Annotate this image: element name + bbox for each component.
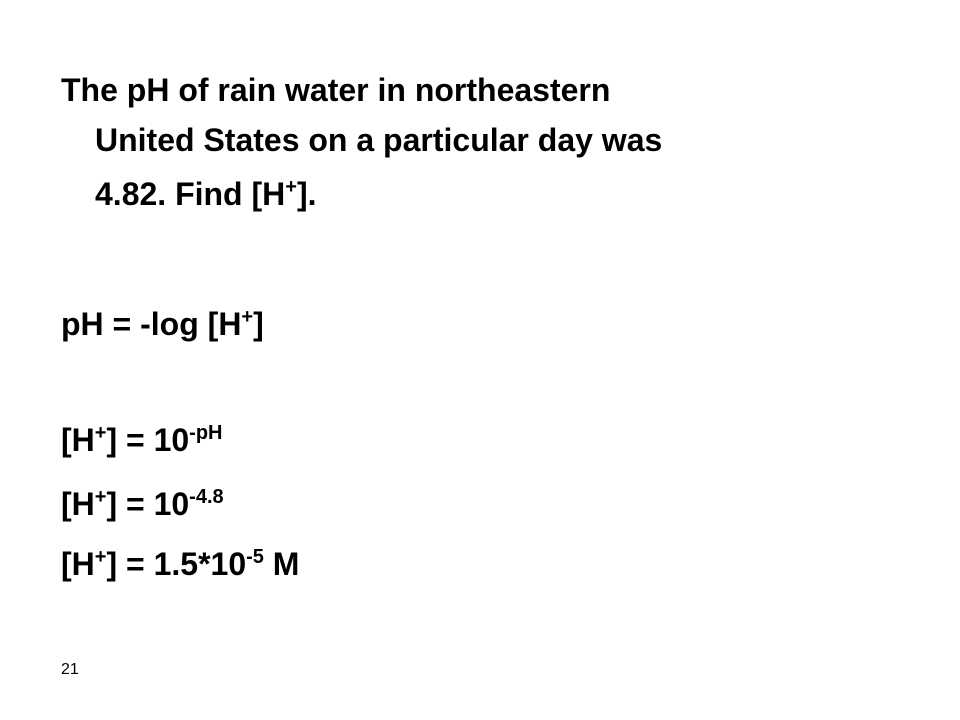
- ph-formula-suffix: ]: [253, 306, 264, 342]
- exponent: -4.8: [189, 486, 224, 508]
- page-number: 21: [61, 661, 79, 678]
- superscript: +: [241, 306, 254, 328]
- problem-line-3-prefix: 4.82. Find [H: [95, 176, 286, 212]
- step-1-middle: ] = 10: [106, 422, 190, 458]
- problem-line-3: [95, 178, 316, 210]
- step-3: [61, 548, 299, 580]
- step-3-prefix: [H: [61, 546, 95, 582]
- problem-line-1-text: The pH of rain water in northeastern: [61, 72, 611, 108]
- step-1-prefix: [H: [61, 422, 95, 458]
- step-3-suffix: M: [263, 546, 300, 582]
- step-3-middle: ] = 1.5*10: [106, 546, 247, 582]
- superscript: +: [94, 422, 107, 444]
- superscript: +: [94, 546, 107, 568]
- problem-line-2: [95, 124, 662, 156]
- ph-formula-prefix: pH = -log [H: [61, 306, 242, 342]
- step-1: [61, 424, 223, 456]
- step-2-middle: ] = 10: [106, 486, 190, 522]
- superscript: +: [94, 486, 107, 508]
- exponent: -pH: [189, 422, 223, 444]
- step-2: [61, 488, 224, 520]
- step-2-prefix: [H: [61, 486, 95, 522]
- problem-line-3-suffix: ].: [296, 176, 317, 212]
- exponent: -5: [246, 546, 264, 568]
- superscript: +: [285, 176, 297, 198]
- problem-line-2-text: United States on a particular day was: [95, 122, 663, 158]
- ph-formula: [61, 308, 264, 340]
- problem-line-1: [61, 74, 610, 106]
